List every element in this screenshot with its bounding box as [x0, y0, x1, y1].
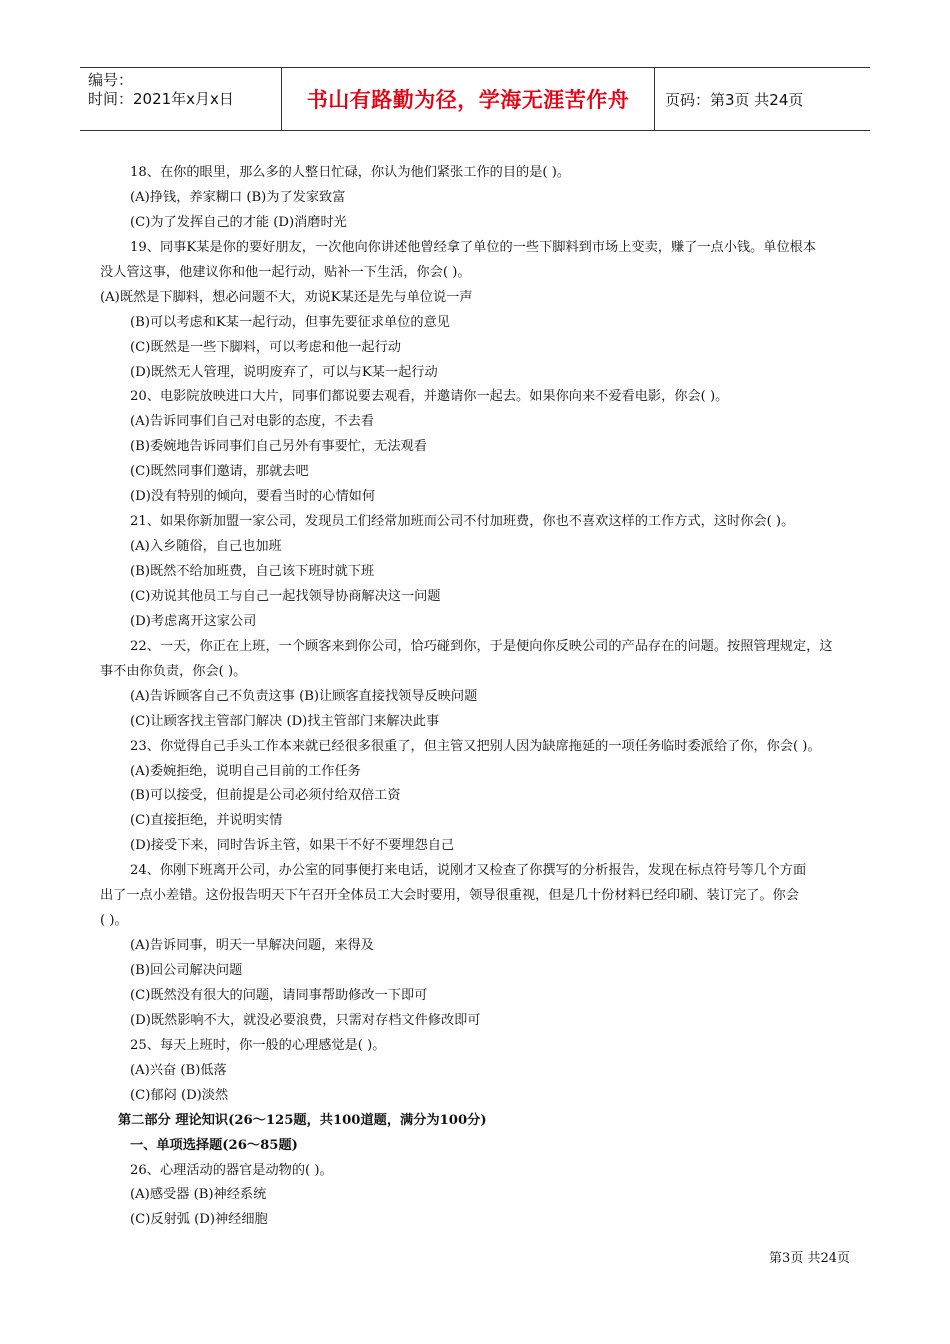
header-motto: 书山有路勤为径，学海无涯苦作舟 — [282, 68, 655, 130]
option-line: (D)没有特别的倾向，要看当时的心情如何 — [130, 489, 376, 505]
option-line: (A)告诉顾客自己不负责这事 (B)让顾客直接找领导反映问题 — [130, 688, 478, 704]
document-body — [100, 161, 860, 1233]
question-18: 18、在你的眼里，那么多的人整日忙碌，你认为他们紧张工作的目的是( )。 — [130, 165, 571, 180]
question-20: 20、电影院放映进口大片，同事们都说要去观看，并邀请你一起去。如果你向来不爱看电影，你会( )。 — [130, 389, 729, 405]
header-meta — [80, 68, 282, 130]
option-line: (C)劝说其他员工与自己一起找领导协商解决这一问题 — [130, 588, 441, 604]
option-line: (B)回公司解决问题 — [130, 963, 243, 978]
option-line: (B)可以接受，但前提是公司必须付给双倍工资 — [130, 788, 401, 804]
option-line: (A)入乡随俗，自己也加班 — [130, 539, 282, 555]
option-line: (A)挣钱，养家糊口 (B)为了发家致富 — [130, 189, 346, 205]
option-line: (C)让顾客找主管部门解决 (D)找主管部门来解决此事 — [130, 713, 440, 729]
option-line: (C)既然是一些下脚料，可以考虑和他一起行动 — [130, 339, 401, 355]
option-line: (D)既然无人管理，说明废弃了，可以与K某一起行动 — [130, 364, 438, 380]
option-line: (A)既然是下脚料，想必问题不大，劝说K某还是先与单位说一声 — [100, 289, 473, 305]
option-line: (A)告诉同事们自己对电影的态度，不去看 — [130, 414, 374, 430]
header-page-number: 页码：第3页 共24页 — [665, 90, 804, 109]
question-24-cont: 出了一点小差错。这份报告明天下午召开全体员工大会时要用，领导很重视，但是几十份材料已经印刷、装订完了。你会 — [100, 888, 799, 904]
option-line: (C)既然没有很大的问题，请同事帮助修改一下即可 — [130, 987, 428, 1003]
option-line: (A)感受器 (B)神经系统 — [130, 1187, 267, 1203]
question-19: 19、同事K某是你的要好朋友，一次他向你讲述他曾经拿了单位的一些下脚料到市场上变卖，赚了一点小钱。单位根本 — [130, 239, 817, 255]
question-21: 21、如果你新加盟一家公司，发现员工们经常加班而公司不付加班费，你也不喜欢这样的工作方式，这时你会( )。 — [130, 514, 795, 530]
question-25: 25、每天上班时，你一般的心理感觉是( )。 — [130, 1037, 386, 1053]
option-line: (C)直接拒绝，并说明实情 — [130, 813, 283, 829]
option-line: (D)既然影响不大，就没必要浪费，只需对存档文件修改即可 — [130, 1012, 481, 1028]
question-22-cont: 事不由你负责，你会( )。 — [100, 663, 247, 679]
option-line: (C)郁闷 (D)淡然 — [130, 1087, 229, 1103]
option-line: (A)告诉同事，明天一早解决问题，来得及 — [130, 938, 374, 954]
option-line: (C)为了发挥自己的才能 (D)消磨时光 — [130, 214, 347, 230]
page-footer: 第3页 共24页 — [769, 1251, 850, 1266]
question-19-cont: 没人管这事，他建议你和他一起行动，贴补一下生活，你会( )。 — [100, 264, 471, 280]
question-23: 23、你觉得自己手头工作本来就已经很多很重了，但主管又把别人因为缺席拖延的一项任务临时委派给了你，你会( )。 — [130, 738, 821, 754]
option-line: (D)接受下来，同时告诉主管，如果干不好不要埋怨自己 — [130, 838, 455, 854]
question-22: 22、一天，你正在上班，一个顾客来到你公司，恰巧碰到你，于是便向你反映公司的产品存在的问题。按照管理规定，这 — [130, 638, 833, 654]
subsection-heading: 一、单项选择题(26～85题) — [130, 1137, 298, 1153]
question-24-cont: ( )。 — [100, 913, 128, 929]
option-line: (D)考虑离开这家公司 — [130, 613, 257, 629]
section-heading: 第二部分 理论知识(26～125题，共100道题，满分为100分) — [118, 1112, 487, 1128]
option-line: (C)既然同事们邀请，那就去吧 — [130, 464, 309, 480]
page-header — [80, 67, 870, 131]
option-line: (A)委婉拒绝，说明自己目前的工作任务 — [130, 763, 361, 779]
option-line: (C)反射弧 (D)神经细胞 — [130, 1212, 268, 1228]
question-24: 24、你刚下班离开公司，办公室的同事便打来电话，说刚才又检查了你撰写的分析报告，发现在标点符号等几个方面 — [130, 863, 807, 879]
document-number-label: 编号： — [88, 71, 134, 89]
option-line: (B)可以考虑和K某一起行动，但事先要征求单位的意见 — [130, 314, 450, 330]
question-26: 26、心理活动的器官是动物的( )。 — [130, 1162, 333, 1178]
document-time-label: 时间：2021年x月x日 — [88, 90, 234, 108]
option-line: (B)委婉地告诉同事们自己另外有事要忙，无法观看 — [130, 439, 427, 455]
option-line: (A)兴奋 (B)低落 — [130, 1062, 227, 1078]
option-line: (B)既然不给加班费，自己该下班时就下班 — [130, 564, 375, 579]
